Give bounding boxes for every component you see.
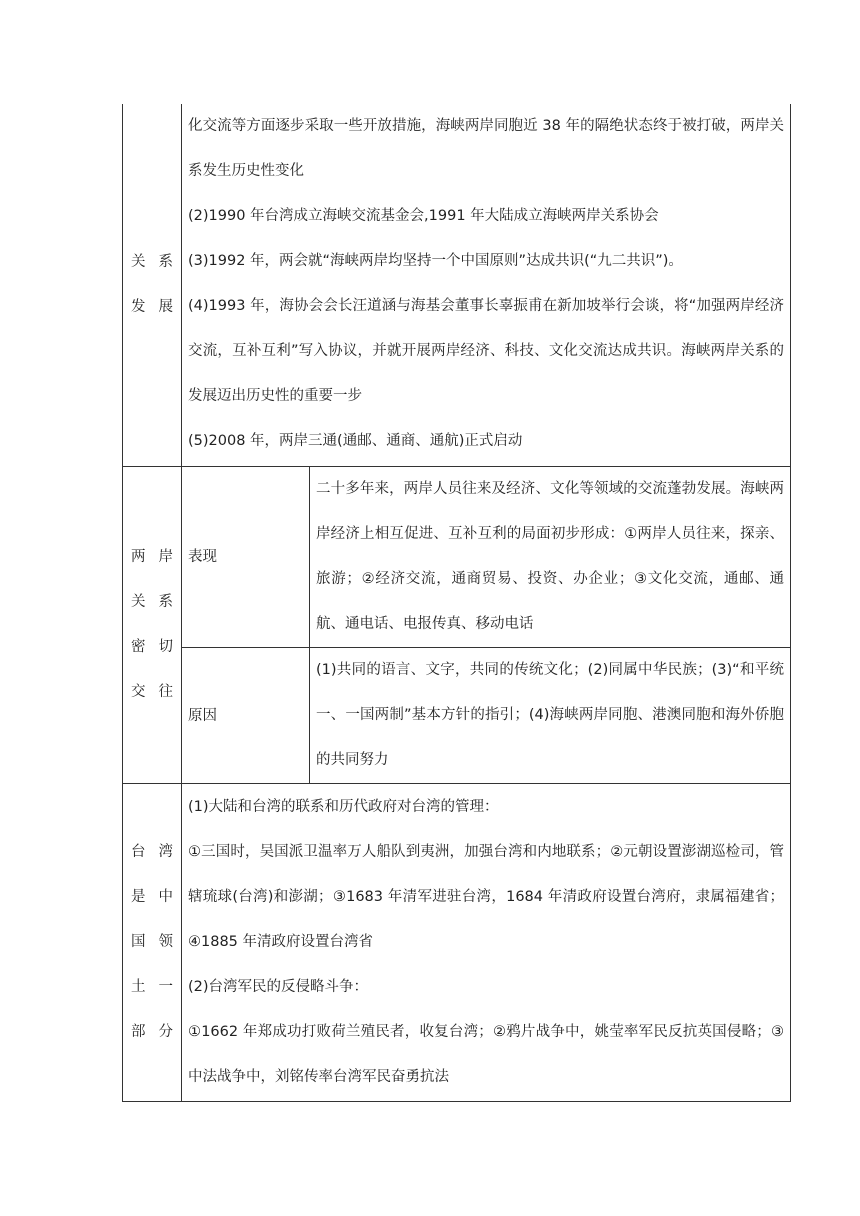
paragraph: (2)1990 年台湾成立海峡交流基金会,1991 年大陆成立海峡两岸关系协会 [188, 208, 659, 224]
content-cell: (1)共同的语言、文字，共同的传统文化；(2)同属中华民族；(3)“和平统一、一国两制”基本方针的指引；(4)海峡两岸同胞、港澳同胞和海外侨胞的共同努力 [310, 648, 791, 784]
topic-line: 关 系 [131, 594, 173, 610]
content-cell [182, 784, 791, 1102]
row-relation-development [123, 104, 791, 467]
paragraph: (5)2008 年，两岸三通(通邮、通商、通航)正式启动 [188, 433, 523, 449]
row-close-exchange-manifestation [123, 467, 791, 648]
paragraph: ①1662 年郑成功打败荷兰殖民者，收复台湾；②鸦片战争中，姚莹率军民反抗英国侵略；③中法战争中，刘铭传率台湾军民奋勇抗法 [188, 1024, 785, 1085]
topic-line: 密 切 [131, 639, 173, 655]
topic-line: 国 领 [131, 934, 173, 950]
subtopic-label: 表现 [182, 467, 310, 648]
topic-line: 交往 [131, 684, 173, 700]
content-cell: 二十多年来，两岸人员往来及经济、文化等领域的交流蓬勃发展。海峡两岸经济上相互促进、互补互利的局面初步形成：①两岸人员往来，探亲、旅游；②经济交流，通商贸易、投资、办企业；③文化交流，通邮、通航、通电话、电报传真、移动电话 [310, 467, 791, 648]
paragraph: (4)1993 年，海协会会长汪道涵与海基会董事长辜振甫在新加坡举行会谈，将“加强两岸经济交流，互补互利”写入协议，并就开展两岸经济、科技、文化交流达成共识。海峡两岸关系的发展迈出历史性的重要一步 [188, 298, 785, 404]
topic-line: 两 岸 [131, 549, 173, 565]
history-table [122, 104, 791, 1102]
row-taiwan-part-of-china [123, 784, 791, 1102]
subtopic-label: 原因 [182, 648, 310, 784]
row-close-exchange-reason [123, 648, 791, 784]
topic-line: 关 系 [131, 254, 173, 270]
topic-line: 部分 [131, 1024, 173, 1040]
topic-line: 发展 [131, 299, 173, 315]
paragraph: ①三国时，吴国派卫温率万人船队到夷洲，加强台湾和内地联系；②元朝设置澎湖巡检司，管辖琉球(台湾)和澎湖；③1683 年清军进驻台湾，1684 年清政府设置台湾府，隶属福建省；④1885 年清政府设置台湾省 [188, 844, 785, 950]
topic-cell [123, 104, 182, 467]
content-cell [182, 104, 791, 467]
topic-cell [123, 784, 182, 1102]
topic-line: 土 一 [131, 979, 173, 995]
paragraph: (2)台湾军民的反侵略斗争： [188, 979, 369, 995]
paragraph: (1)大陆和台湾的联系和历代政府对台湾的管理： [188, 799, 499, 815]
topic-line: 是 中 [131, 889, 173, 905]
paragraph: 化交流等方面逐步采取一些开放措施，海峡两岸同胞近 38 年的隔绝状态终于被打破，两岸关系发生历史性变化 [188, 118, 785, 179]
topic-line: 台 湾 [131, 844, 173, 860]
topic-cell [123, 467, 182, 784]
paragraph: (3)1992 年，两会就“海峡两岸均坚持一个中国原则”达成共识(“九二共识”)。 [188, 253, 683, 269]
